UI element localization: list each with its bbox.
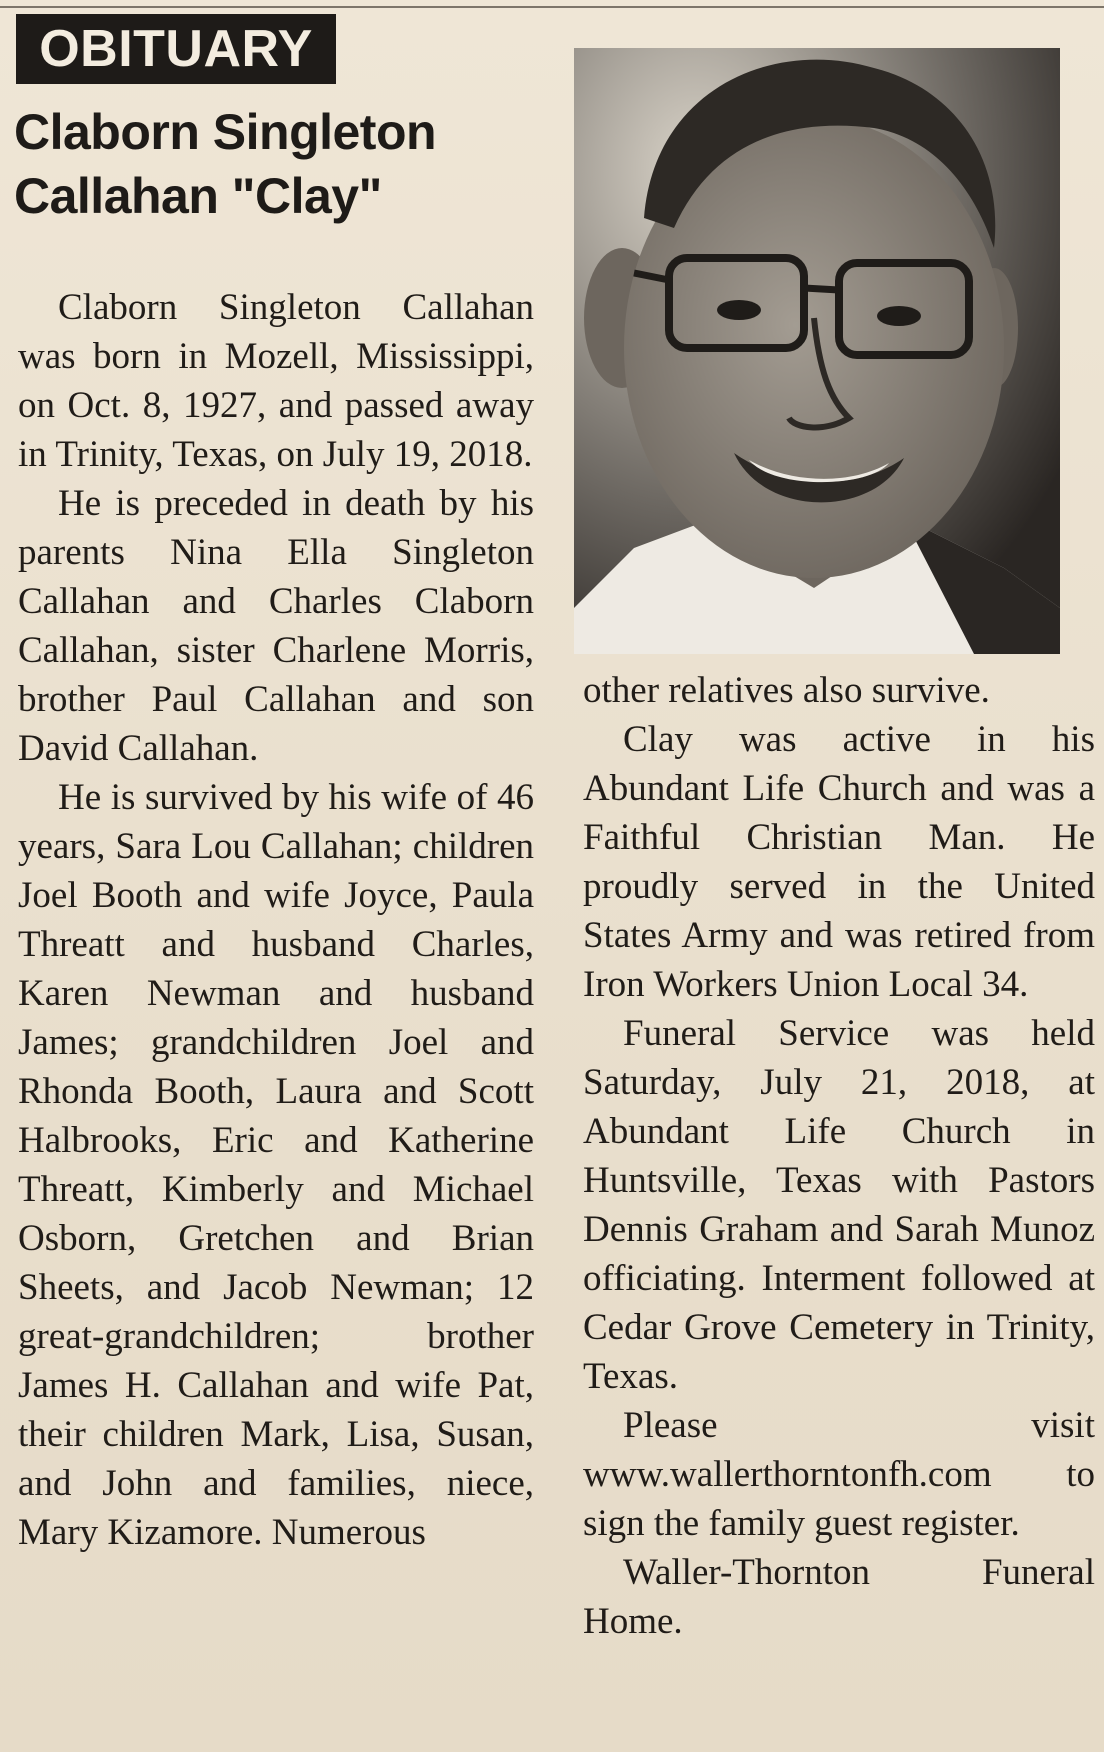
headline-line-1: Claborn Singleton — [14, 104, 437, 160]
obituary-headline — [14, 100, 534, 228]
portrait-photo — [574, 48, 1060, 654]
paragraph-birth: Claborn Singleton Callahan was born in Mozell, Mississippi, on Oct. 8, 1927, and passed away in Trinity, Texas, on July 19, 2018. — [18, 287, 534, 475]
paragraph-funeral-service: Funeral Service was held Saturday, July 21, 2018, at Abundant Life Church in Huntsville, Texas with Pastors Dennis Graham and Sarah Munoz officiating. Interment followed at Cedar Grove Cemetery in Trinity, Texas. — [583, 1013, 1095, 1397]
paragraph-guest-register: Please visit www.wallerthorntonfh.com to sign the family guest register. — [583, 1405, 1095, 1544]
top-rule — [0, 6, 1104, 8]
paragraph-preceded: He is preceded in death by his parents Nina Ella Singleton Callahan and Charles Claborn Callahan, sister Charlene Morris, brother Paul Callahan and son David Callahan. — [18, 483, 534, 769]
text-column-left — [18, 283, 534, 1557]
section-label: OBITUARY — [16, 14, 336, 84]
paragraph-survived: He is survived by his wife of 46 years, Sara Lou Callahan; children Joel Booth and wife Joyce, Paula Threatt and husband Charles, Karen Newman and husband James; grandchildren Joel and Rhonda Booth, Laura and Scott Halbrooks, Eric and Katherine Threatt, Kimberly and Michael Osborn, Gretchen and Brian Sheets, and Jacob Newman; 12 great-grandchildren; brother James H. Callahan and wife Pat, their children Mark, Lisa, Susan, and John and families, niece, Mary Kizamore. Numerous — [18, 777, 534, 1553]
paragraph-funeral-home: Waller-Thornton Funeral Home. — [583, 1552, 1095, 1642]
portrait-icon — [574, 48, 1060, 654]
headline-line-2: Callahan "Clay" — [14, 168, 382, 224]
text-column-right — [583, 666, 1095, 1646]
paragraph-survived-continued: other relatives also survive. — [583, 670, 990, 711]
paragraph-church-army: Clay was active in his Abundant Life Church and was a Faithful Christian Man. He proudly served in the United States Army and was retired from Iron Workers Union Local 34. — [583, 719, 1095, 1005]
